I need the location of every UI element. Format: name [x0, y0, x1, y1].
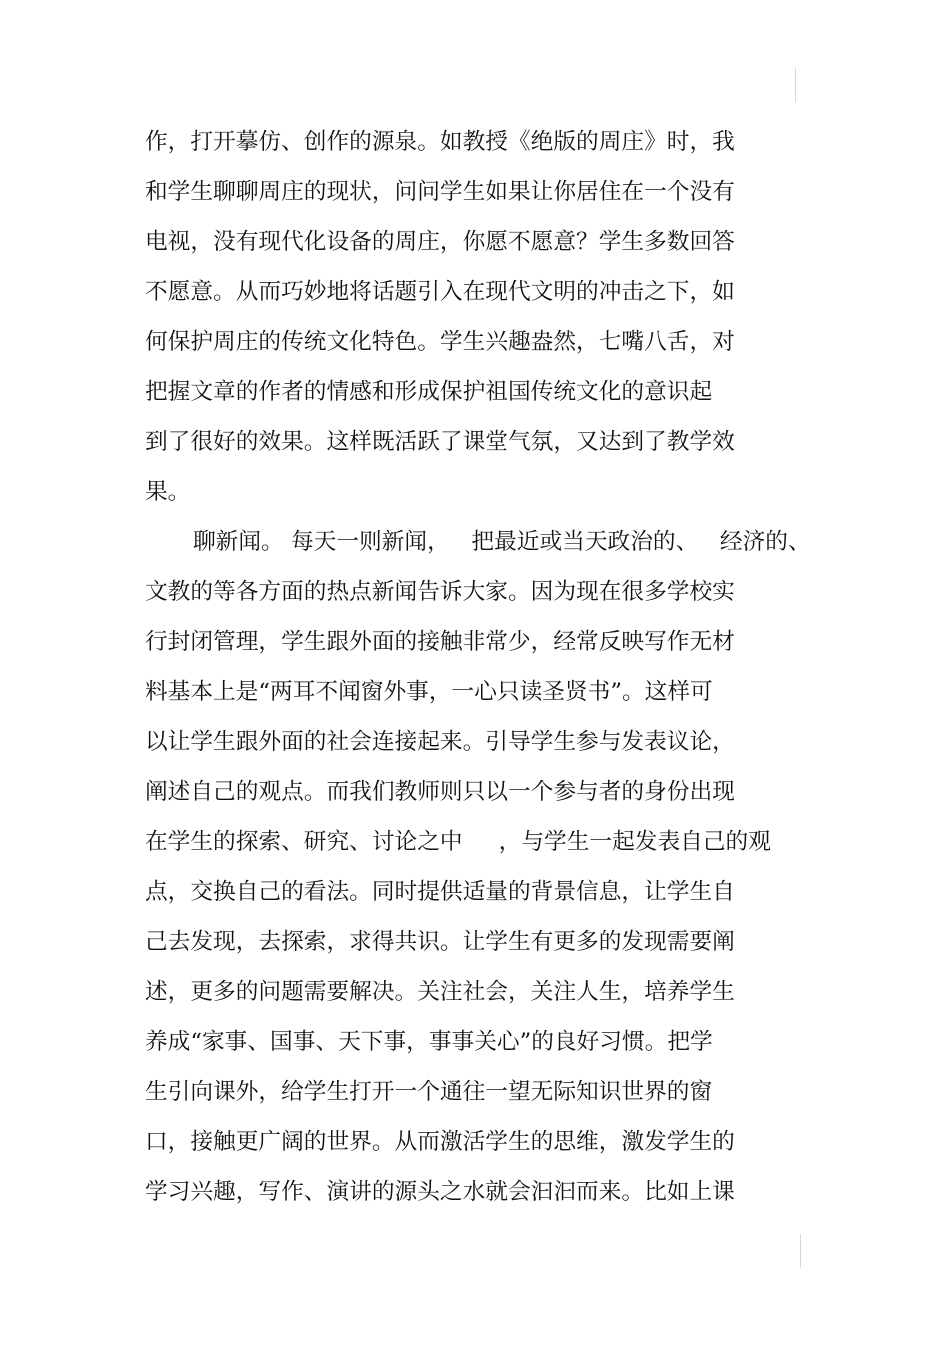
text-line: 述，更多的问题需要解决。关注社会，关注人生，培养学生 — [145, 979, 735, 1005]
text-line: 点，交换自己的看法。同时提供适量的背景信息，让学生自 — [145, 879, 735, 905]
text-line: 把握文章的作者的情感和形成保护祖国传统文化的意识起 — [145, 379, 713, 405]
text-line: 聊新闻。 每天一则新闻， 把最近或当天政治的、 经济的、 — [193, 529, 811, 555]
text-line: 到了很好的效果。这样既活跃了课堂气氛，又达到了教学效 — [145, 429, 735, 455]
text-line: 作，打开摹仿、创作的源泉。如教授《绝版的周庄》时，我 — [145, 129, 735, 155]
text-line: 生引向课外，给学生打开一个通往一望无际知识世界的窗 — [145, 1079, 713, 1105]
text-line: 和学生聊聊周庄的现状，问问学生如果让你居住在一个没有 — [145, 179, 735, 205]
text-line: 阐述自己的观点。而我们教师则只以一个参与者的身份出现 — [145, 779, 735, 805]
text-line: 养成“家事、国事、天下事，事事关心”的良好习惯。把学 — [145, 1029, 713, 1055]
text-line: 何保护周庄的传统文化特色。学生兴趣盎然，七嘴八舌，对 — [145, 329, 735, 355]
text-line: 果。 — [145, 479, 191, 505]
text-line: 口，接触更广阔的世界。从而激活学生的思维，激发学生的 — [145, 1129, 735, 1155]
text-line: 行封闭管理，学生跟外面的接触非常少，经常反映写作无材 — [145, 629, 735, 655]
text-line: 不愿意。从而巧妙地将话题引入在现代文明的冲击之下，如 — [145, 279, 735, 305]
text-line: 以让学生跟外面的社会连接起来。引导学生参与发表议论， — [145, 729, 735, 755]
text-line: 己去发现，去探索，求得共识。让学生有更多的发现需要阐 — [145, 929, 735, 955]
text-line: 学习兴趣，写作、演讲的源头之水就会汩汩而来。比如上课 — [145, 1179, 735, 1205]
text-line: 文教的等各方面的热点新闻告诉大家。因为现在很多学校实 — [145, 579, 735, 605]
text-line: 电视，没有现代化设备的周庄，你愿不愿意？学生多数回答 — [145, 229, 735, 255]
text-line: 在学生的探索、研究、讨论之中 ，与学生一起发表自己的观 — [145, 829, 771, 855]
page-margin-mark-bottom — [800, 1234, 801, 1268]
page-margin-mark-top — [795, 68, 796, 102]
text-line: 料基本上是“两耳不闻窗外事，一心只读圣贤书”。这样可 — [145, 679, 713, 705]
